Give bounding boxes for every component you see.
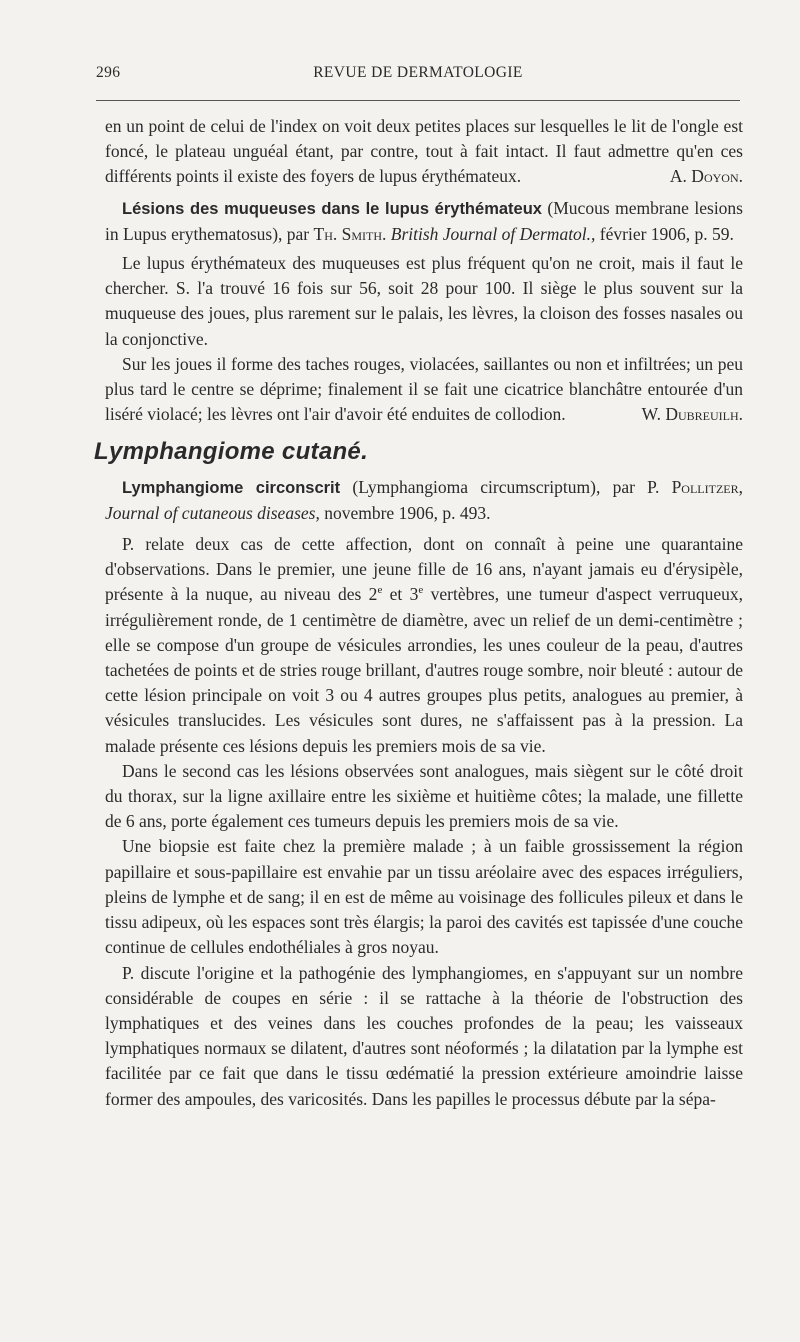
page-body — [94, 114, 743, 1112]
superscript: e — [377, 584, 383, 597]
article3-para1-b: et 3 — [382, 584, 419, 605]
running-header — [96, 60, 740, 88]
article3-journal: Journal of cutaneous diseases, — [105, 502, 320, 523]
article1-paragraph — [105, 114, 743, 190]
article2-author: Th. Smith. — [313, 223, 387, 244]
article3-author: P. Pollitzer, — [647, 476, 743, 497]
article3-para1-a: P. relate deux cas de cette affection, dont on connaît à peine une quarantaine d'observations. Dans le premier, une jeune fille de 16 ans, n'ayant jamais eu d'érysipèle, présente à la nuque, au niveau des 2 — [105, 534, 743, 605]
article2-journal: British Journal of Dermatol., — [390, 223, 596, 244]
article3-para1 — [105, 532, 743, 759]
article1-signature: A. Doyon. — [669, 166, 743, 187]
superscript: e — [418, 584, 424, 597]
article2-citation-b: février 1906, p. 59. — [595, 223, 734, 244]
article2-citation — [105, 196, 743, 247]
article2-para1: Le lupus érythémateux des muqueuses est plus fréquent qu'on ne croit, mais il faut le chercher. S. l'a trouvé 16 fois sur 56, soit 28 pour 100. Il siège le plus souvent sur la muqueuse des joues, plus rarement sur le palais, les lèvres, la cloison des fosses nasales ou la conjonctive. — [105, 253, 743, 349]
article1-text: en un point de celui de l'index on voit deux petites places sur lesquelles le lit de l'ongle est foncé, le plateau unguéal étant, par contre, tout à fait intact. Il faut admettre qu'en ces différents points il existe des foyers de lupus érythémateux. — [105, 116, 743, 187]
running-title: REVUE DE DERMATOLOGIE — [313, 64, 523, 81]
page-number: 296 — [96, 64, 121, 81]
article3-title: Lymphangiome circonscrit — [122, 478, 341, 497]
article2-title: Lésions des muqueuses dans le lupus érythémateux — [122, 199, 542, 218]
article3-para2: Dans le second cas les lésions observées sont analogues, mais siègent sur le côté droit du thorax, sur la ligne axillaire entre les sixième et huitième côtes; la malade, une fillette de 6 ans, porte également ces tumeurs depuis les premiers mois de sa vie. — [105, 760, 743, 832]
article2-citation-a: (Mucous membrane lesions in Lupus erythematosus), par — [105, 197, 743, 244]
article3-para4: P. discute l'origine et la pathogénie des lymphangiomes, en s'appuyant sur un nombre considérable de coupes en série : il se rattache à la théorie de l'obstruction des lymphatiques et des veines dans les couches profondes de la peau; les vaisseaux lymphatiques normaux se dilatent, d'autres sont néoformés ; la dilatation par la lymphe est facilitée par ce fait que dans le tissu œdématié la pression extérieure amoindrie laisse former des ampoules, des varicosités. Dans les papilles le processus débute par la sépa- — [105, 962, 743, 1109]
header-rule — [96, 100, 740, 101]
article2-signature: W. Dubreuilh. — [641, 404, 743, 425]
article3-para3: Une biopsie est faite chez la première malade ; à un faible grossissement la région papillaire et sous-papillaire est envahie par un tissu aréolaire avec des espaces irréguliers, pleins de lymphe et de sang; il en est de même au voisinage des follicules pileux et dans le tissu adipeux, où les espaces sont très élargis; la paroi des cavités est tapissée d'une couche continue de cellules endothéliales à gros noyau. — [105, 836, 743, 958]
article2-para2 — [105, 352, 743, 428]
article3-citation-a: (Lymphangioma circumscriptum), par — [340, 476, 648, 497]
article3-para1-c: vertèbres, une tumeur d'aspect verruqueux, irrégulièrement ronde, de 1 centimètre de diamètre, avec un relief de un demi-centimètre ; elle se compose d'un groupe de vésicules arrondies, les unes couleur de la peau, d'autres tachetées de points et de stries rouge brillant, d'autres rouge sombre, noir bleuté : autour de cette lésion principale on voit 3 ou 4 autres groupes plus petits, analogues au premier, à vésicules translucides. Les vésicules sont dures, ne s'affaissent pas à la pression. La malade présente ces lésions depuis les premiers mois de sa vie. — [105, 584, 743, 756]
article3-citation-b: novembre 1906, p. 493. — [319, 502, 491, 523]
article3-citation — [105, 475, 743, 526]
section-heading: Lymphangiome cutané. — [94, 438, 369, 466]
article2-para2-text: Sur les joues il forme des taches rouges, violacées, saillantes ou non et infiltrées; un peu plus tard le centre se déprime; finalement il se fait une cicatrice blanchâtre entourée d'un liséré violacé; les lèvres ont l'air d'avoir été enduites de collodion. — [105, 353, 743, 425]
